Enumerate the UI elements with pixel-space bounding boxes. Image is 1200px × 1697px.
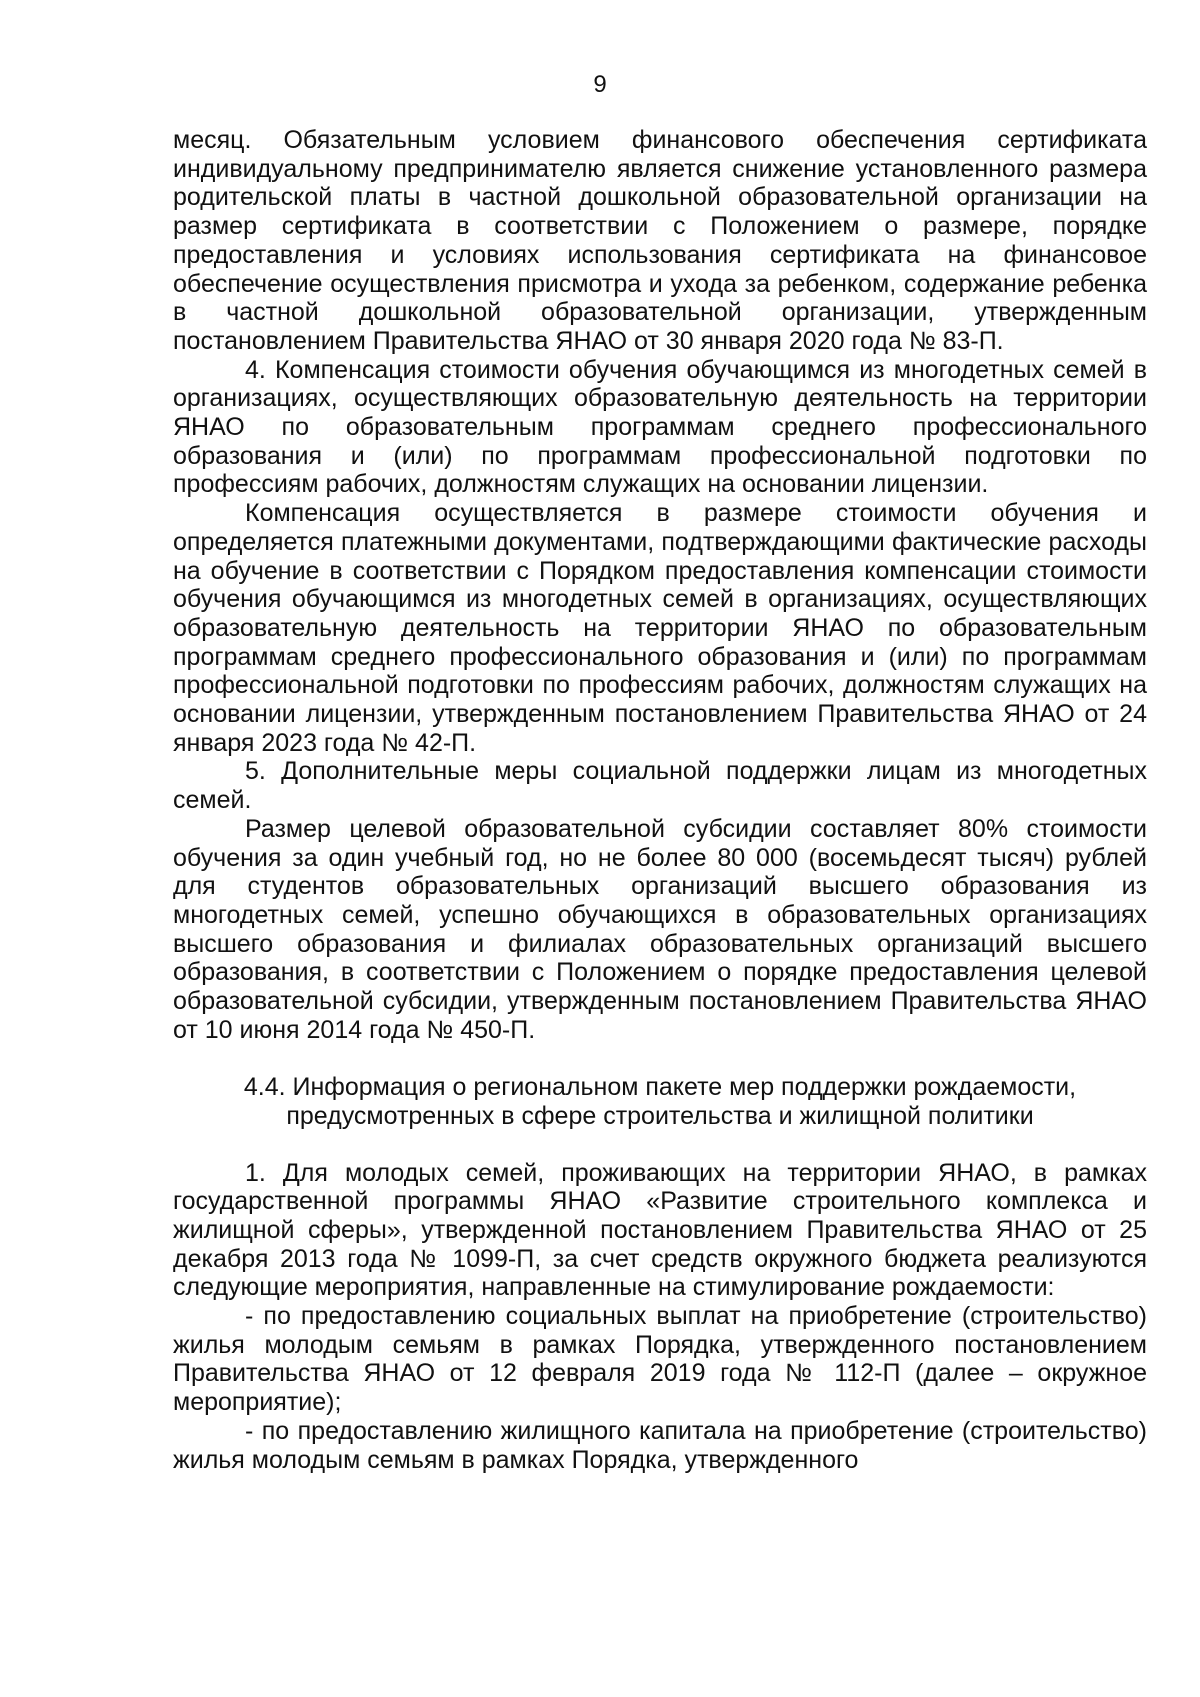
document-body (173, 126, 1147, 1474)
paragraph-housing-capital: - по предоставлению жилищного капитала на приобретение (строительство) жилья молодым семьям в рамках Порядка, утвержденного (173, 1416, 1147, 1474)
paragraph-compensation: Компенсация осуществляется в размере стоимости обучения и определяется платежными документами, подтверждающими фактические расходы на обучение в соответствии с Порядком предоставления компенсации стоимости обучения обучающимся из многодетных семей в организациях, осуществляющих образовательную деятельность на территории ЯНАО по образовательным программам среднего профессионального образования и (или) по программам профессиональной подготовки по профессиям рабочих, должностям служащих на основании лицензии, утвержденным постановлением Правительства ЯНАО от 24 января 2023 года № 42-П. (173, 499, 1147, 757)
page-number: 9 (593, 71, 607, 98)
paragraph-young-families: 1. Для молодых семей, проживающих на территории ЯНАО, в рамках государственной программы ЯНАО «Развитие строительного комплекса и жилищной сферы», утвержденной постановлением Правительства ЯНАО от 25 декабря 2013 года № 1099-П, за счет средств окружного бюджета реализуются следующие мероприятия, направленные на стимулирование рождаемости: (173, 1158, 1147, 1302)
paragraph-certificate-continuation: месяц. Обязательным условием финансового обеспечения сертификата индивидуальному предпринимателю является снижение установленного размера родительской платы в частной дошкольной образовательной организации на размер сертификата в соответствии с Положением о размере, порядке предоставления и условиях использования сертификата на финансовое обеспечение осуществления присмотра и ухода за ребенком, содержание ребенка в частной дошкольной образовательной организации, утвержденным постановлением Правительства ЯНАО от 30 января 2020 года № 83-П. (173, 126, 1147, 355)
section-heading-line-2: предусмотренных в сфере строительства и жилищной политики (286, 1101, 1034, 1130)
paragraph-item-4: 4. Компенсация стоимости обучения обучающимся из многодетных семей в организациях, осуществляющих образовательную деятельность на территории ЯНАО по образовательным программам среднего профессионального образования и (или) по программам профессиональной подготовки по профессиям рабочих, должностям служащих на основании лицензии. (173, 355, 1147, 499)
paragraph-item-5: 5. Дополнительные меры социальной поддержки лицам из многодетных семей. (173, 757, 1147, 815)
section-heading-line-1: 4.4. Информация о региональном пакете мер поддержки рождаемости, (243, 1072, 1077, 1101)
paragraph-subsidy: Размер целевой образовательной субсидии составляет 80% стоимости обучения за один учебный год, но не более 80 000 (восемьдесят тысяч) рублей для студентов образовательных организаций высшего образования из многодетных семей, успешно обучающихся в образовательных организациях высшего образования и филиалах образовательных организаций высшего образования, в соответствии с Положением о порядке предоставления целевой образовательной субсидии, утвержденным постановлением Правительства ЯНАО от 10 июня 2014 года № 450-П. (173, 814, 1147, 1044)
paragraph-social-payments: - по предоставлению социальных выплат на приобретение (строительство) жилья молодым семьям в рамках Порядка, утвержденного постановлением Правительства ЯНАО от 12 февраля 2019 года № 112-П (далее – окружное мероприятие); (173, 1302, 1147, 1417)
section-heading (173, 1073, 1147, 1131)
